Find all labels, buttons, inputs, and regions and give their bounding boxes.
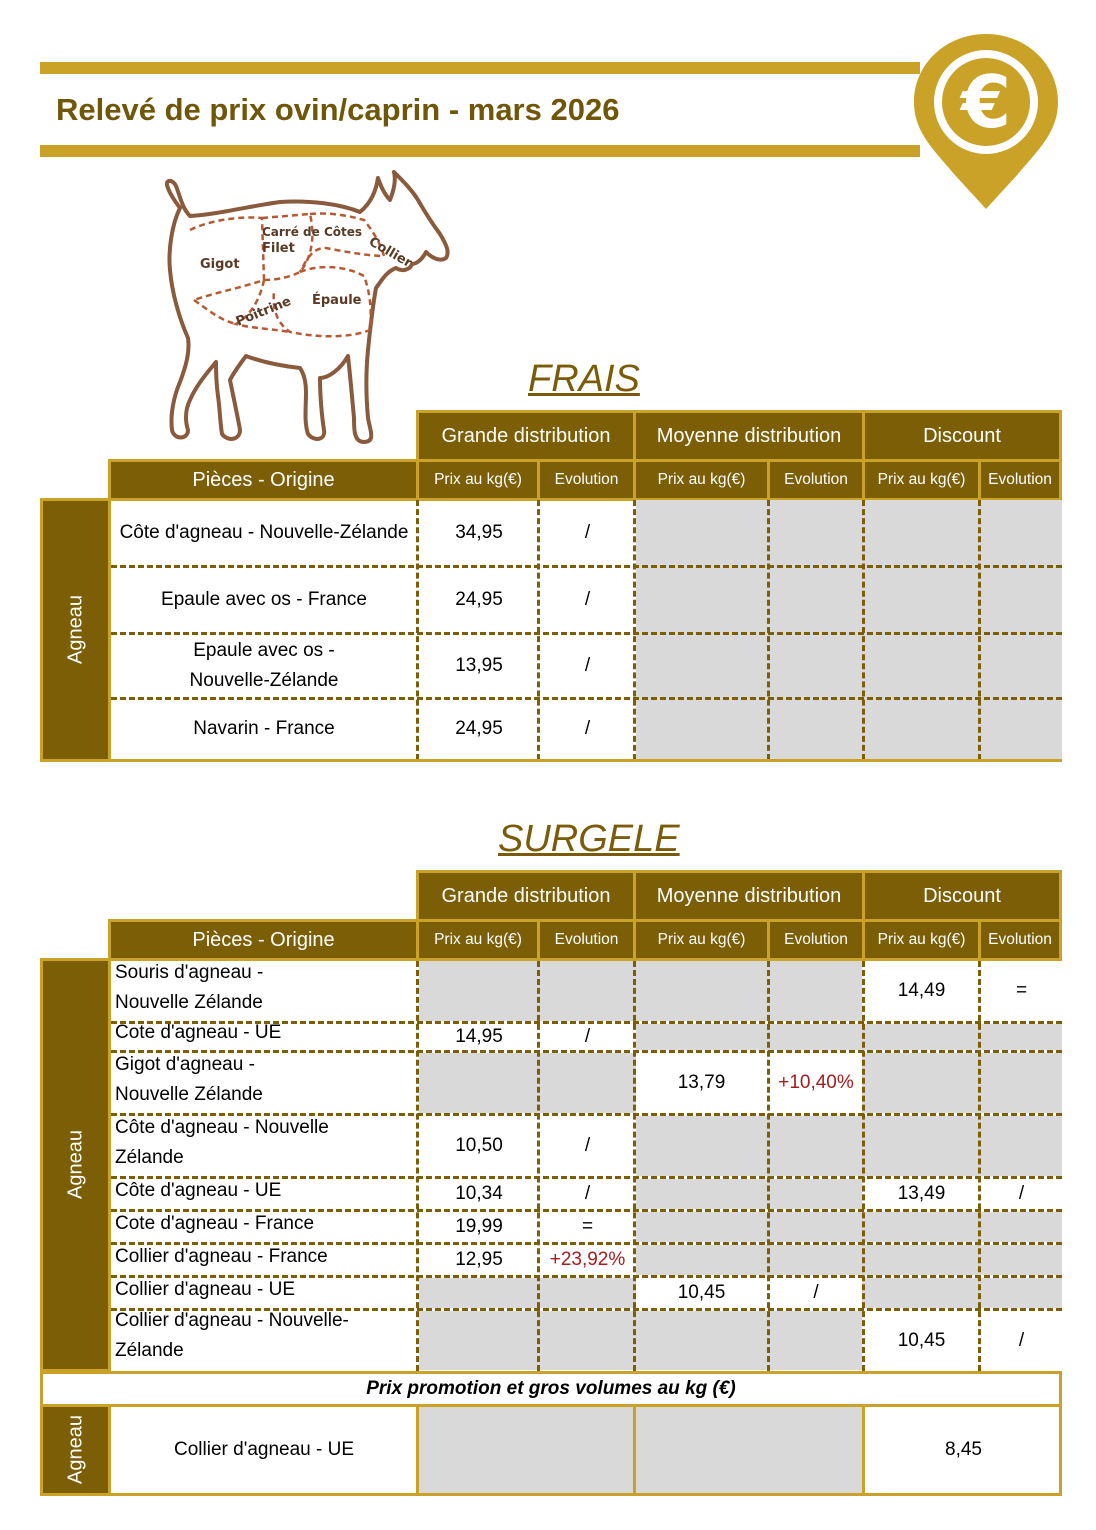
surgele-row-5-gd-evo: / [584, 1183, 591, 1204]
frais-col-divider [978, 500, 981, 760]
surgele-row-8-md-price: 10,45 [677, 1282, 726, 1303]
promo-right-border [1059, 1404, 1062, 1496]
frais-row-3-gd-evo: / [584, 655, 591, 676]
frais-subheader-dc-price: Prix au kg(€) [862, 459, 981, 501]
surgele-row-4-piece: Côte d'agneau - Nouvelle Zélande [115, 1117, 329, 1168]
surgele-row-8-piece: Collier d'agneau - UE [115, 1279, 295, 1300]
frais-row-1-piece: Côte d'agneau - Nouvelle-Zélande [119, 522, 409, 543]
promo-piece: Collier d'agneau - UE [174, 1439, 354, 1460]
promo-dc-price: 8,45 [945, 1439, 982, 1460]
promo-label: Prix promotion et gros volumes au kg (€) [366, 1378, 736, 1399]
frais-col-divider [862, 500, 865, 760]
cut-label-epaule: Épaule [312, 293, 362, 308]
frais-row-2-gd-evo: / [584, 589, 591, 610]
header-top-bar [40, 62, 920, 74]
surgele-row-6-gd-evo: = [581, 1216, 594, 1237]
surgele-row-3-piece: Gigot d'agneau - Nouvelle Zélande [115, 1054, 263, 1105]
surgele-header-dc: Discount [862, 870, 1062, 922]
frais-row-divider [111, 697, 1062, 700]
surgele-subheader-gd-evo: Evolution [537, 919, 636, 961]
surgele-category-label: Agneau [64, 1130, 87, 1199]
grey-block [636, 1116, 1062, 1176]
surgele-row-1-dc-price: 14,49 [897, 980, 946, 1001]
surgele-row-divider [111, 1021, 1062, 1024]
surgele-row-6-piece: Cote d'agneau - France [115, 1213, 315, 1234]
grey-block [419, 1311, 862, 1370]
surgele-row-1-dc-evo: = [1015, 980, 1028, 1001]
frais-row-4-piece: Navarin - France [193, 718, 335, 739]
surgele-subheader-md-price: Prix au kg(€) [633, 919, 770, 961]
surgele-row-5-piece: Côte d'agneau - UE [115, 1180, 282, 1201]
surgele-row-4-gd-evo: / [584, 1135, 591, 1156]
promo-right-border [1059, 1371, 1062, 1407]
frais-header-md: Moyenne distribution [633, 410, 865, 462]
surgele-row-5-dc-evo: / [1018, 1183, 1025, 1204]
frais-title: FRAIS [528, 358, 640, 400]
grey-block [636, 1245, 1062, 1275]
frais-grey-area [636, 500, 1062, 760]
promo-col-divider [416, 1404, 419, 1496]
surgele-col-divider [862, 961, 865, 1371]
frais-subheader-md-price: Prix au kg(€) [633, 459, 770, 501]
surgele-subheader-dc-evo: Evolution [978, 919, 1062, 961]
frais-row-4-gd-evo: / [584, 718, 591, 739]
surgele-subheader-md-evo: Evolution [767, 919, 865, 961]
frais-subheader-gd-evo: Evolution [537, 459, 636, 501]
frais-col-divider [537, 500, 540, 760]
surgele-row-divider [111, 1050, 1062, 1053]
cut-label-carre: Carré de Côtes [261, 225, 363, 239]
frais-bottom-border [40, 759, 1062, 762]
grey-block [419, 1407, 862, 1493]
grey-block [419, 1278, 636, 1308]
cut-label-poitrine: Poitrine [233, 294, 294, 330]
surgele-row-2-gd-price: 14,95 [455, 1026, 503, 1047]
euro-pin-logo [908, 28, 1064, 212]
frais-subheader-gd-price: Prix au kg(€) [416, 459, 540, 501]
promo-category-label: Agneau [64, 1415, 87, 1484]
frais-category-label: Agneau [64, 595, 87, 664]
header-bottom-bar [40, 145, 920, 157]
surgele-subheader-dc-price: Prix au kg(€) [862, 919, 981, 961]
surgele-col-divider [416, 961, 419, 1371]
frais-col-divider [416, 500, 419, 760]
promo-col-divider [862, 1404, 865, 1496]
frais-subheader-dc-evo: Evolution [978, 459, 1062, 501]
grey-block [419, 961, 862, 1021]
promo-bottom-border [40, 1493, 1062, 1496]
surgele-row-5-gd-price: 10,34 [455, 1183, 503, 1204]
grey-block [636, 1179, 862, 1209]
grey-block [862, 1053, 1062, 1113]
surgele-row-9-dc-evo: / [1018, 1329, 1025, 1351]
frais-col-divider [767, 500, 770, 760]
surgele-row-5-dc-price: 13,49 [897, 1183, 946, 1204]
frais-row-2-piece: Epaule avec os - France [161, 589, 367, 610]
grey-block [419, 1053, 636, 1113]
surgele-row-7-gd-evo: +23,92% [549, 1249, 626, 1270]
frais-header-dc: Discount [862, 410, 1062, 462]
cut-label-gigot: Gigot [200, 257, 240, 272]
grey-block [636, 1212, 1062, 1242]
surgele-row-1-piece: Souris d'agneau - Nouvelle Zélande [115, 962, 264, 1013]
surgele-col-divider [537, 961, 540, 1371]
surgele-row-6-gd-price: 19,99 [455, 1216, 503, 1237]
surgele-row-divider [111, 1275, 1062, 1278]
promo-col-divider [633, 1404, 636, 1496]
surgele-col-divider [633, 961, 636, 1371]
surgele-subheader-gd-price: Prix au kg(€) [416, 919, 540, 961]
surgele-row-7-piece: Collier d'agneau - France [115, 1246, 328, 1267]
surgele-row-3-md-evo: +10,40% [778, 1072, 854, 1093]
frais-row-1-gd-price: 34,95 [455, 522, 503, 543]
surgele-header-md: Moyenne distribution [633, 870, 865, 922]
surgele-col-divider [767, 961, 770, 1371]
frais-header-origin: Pièces - Origine [108, 459, 419, 501]
frais-col-divider [633, 500, 636, 760]
frais-row-divider [111, 632, 1062, 635]
surgele-title: SURGELE [498, 818, 680, 860]
frais-row-2-gd-price: 24,95 [455, 589, 503, 610]
frais-row-1-gd-evo: / [584, 522, 591, 543]
surgele-row-9-piece: Collier d'agneau - Nouvelle-Zélande [115, 1310, 349, 1361]
surgele-header-gd: Grande distribution [416, 870, 636, 922]
surgele-row-divider [111, 1308, 1062, 1311]
surgele-row-divider [111, 1209, 1062, 1212]
frais-row-divider [111, 565, 1062, 568]
cut-label-collier: Collier [366, 234, 415, 272]
frais-row-3-piece: Epaule avec os - Nouvelle-Zélande [189, 640, 339, 691]
surgele-row-3-md-price: 13,79 [677, 1072, 726, 1093]
page-title: Relevé de prix ovin/caprin - mars 2026 [56, 92, 620, 127]
surgele-row-4-gd-price: 10,50 [455, 1135, 503, 1156]
surgele-row-divider [111, 1113, 1062, 1116]
cut-label-filet: Filet [262, 241, 295, 256]
surgele-row-2-piece: Cote d'agneau - UE [115, 1022, 282, 1043]
surgele-header-origin: Pièces - Origine [108, 919, 419, 961]
surgele-row-7-gd-price: 12,95 [455, 1249, 503, 1270]
frais-header-gd: Grande distribution [416, 410, 636, 462]
surgele-row-divider [111, 1176, 1062, 1179]
grey-block [862, 1278, 1062, 1308]
surgele-row-divider [111, 1242, 1062, 1245]
surgele-col-divider [978, 961, 981, 1371]
surgele-row-2-gd-evo: / [584, 1026, 591, 1047]
surgele-row-8-md-evo: / [813, 1282, 819, 1303]
surgele-row-9-dc-price: 10,45 [897, 1329, 946, 1351]
frais-subheader-md-evo: Evolution [767, 459, 865, 501]
frais-row-4-gd-price: 24,95 [455, 718, 503, 739]
grey-block [636, 1024, 1062, 1050]
euro-symbol: € [960, 60, 1012, 144]
frais-row-3-gd-price: 13,95 [455, 655, 503, 676]
